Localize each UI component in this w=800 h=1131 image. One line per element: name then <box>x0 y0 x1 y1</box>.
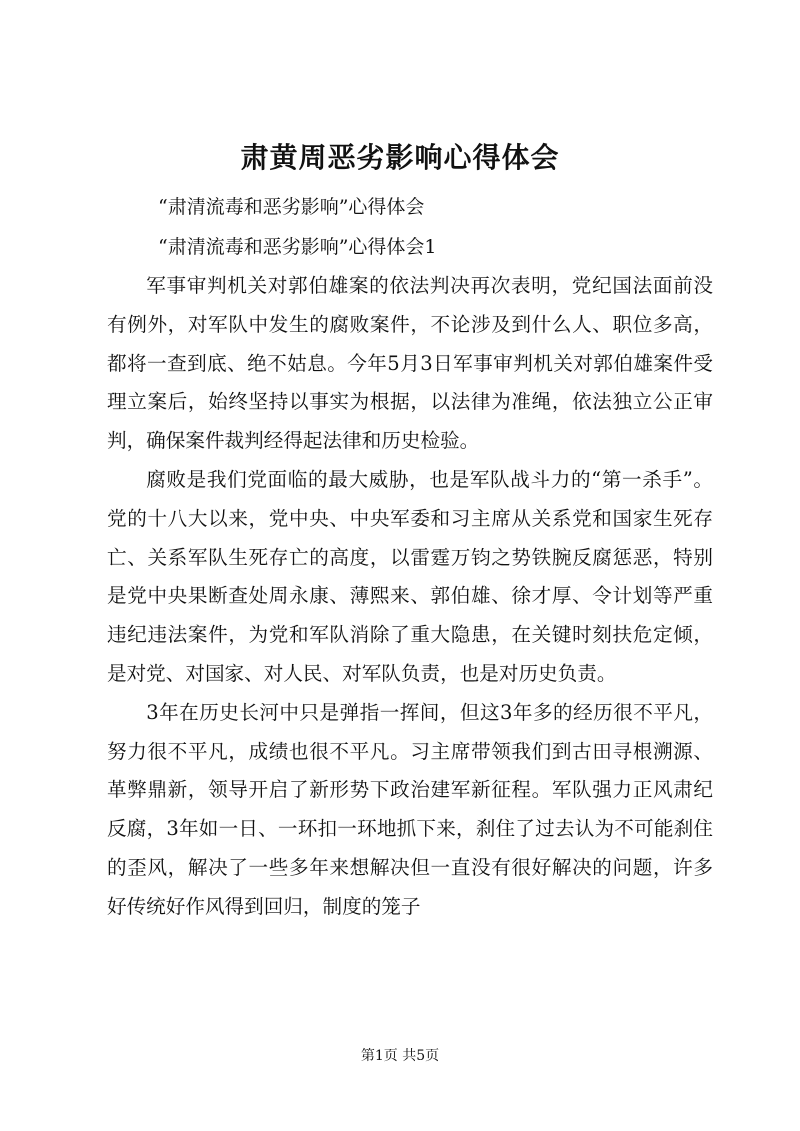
document-title: 肃黄周恶劣影响心得体会 <box>240 141 560 174</box>
body-paragraph-3: 3年在历史长河中只是弹指一挥间，但这3年多的经历很不平凡，努力很不平凡，成绩也很不平凡。习主席带领我们到古田寻根溯源、革弊鼎新，领导开启了新形势下政治建军新征程。军队强力正风肃纪反腐，3年如一日、一环扣一环地抓下来，刹住了过去认为不可能刹住的歪风，解决了一些多年来想解决但一直没有很好解决的问题，许多好传统好作风得到回归，制度的笼子 <box>107 700 713 918</box>
page-footer: 第1页 共5页 <box>360 1048 440 1064</box>
document-body <box>107 267 713 927</box>
subtitle-line-1: “肃清流毒和恶劣影响”心得体会 <box>158 196 425 218</box>
body-paragraph-2: 腐败是我们党面临的最大威胁，也是军队战斗力的“第一杀手”。党的十八大以来，党中央、中央军委和习主席从关系党和国家生死存亡、关系军队生死存亡的高度，以雷霆万钧之势铁腕反腐惩恶，特别是党中央果断查处周永康、薄熙来、郭伯雄、徐才厚、令计划等严重违纪违法案件，为党和军队消除了重大隐患，在关键时刻扶危定倾，是对党、对国家、对人民、对军队负责，也是对历史负责。 <box>107 467 713 685</box>
body-paragraph-1: 军事审判机关对郭伯雄案的依法判决再次表明，党纪国法面前没有例外，对军队中发生的腐败案件，不论涉及到什么人、职位多高，都将一查到底、绝不姑息。今年5月3日军事审判机关对郭伯雄案件受理立案后，始终坚持以事实为根据，以法律为准绳，依法独立公正审判，确保案件裁判经得起法律和历史检验。 <box>107 274 713 453</box>
subtitle-line-2: “肃清流毒和恶劣影响”心得体会1 <box>158 236 437 258</box>
